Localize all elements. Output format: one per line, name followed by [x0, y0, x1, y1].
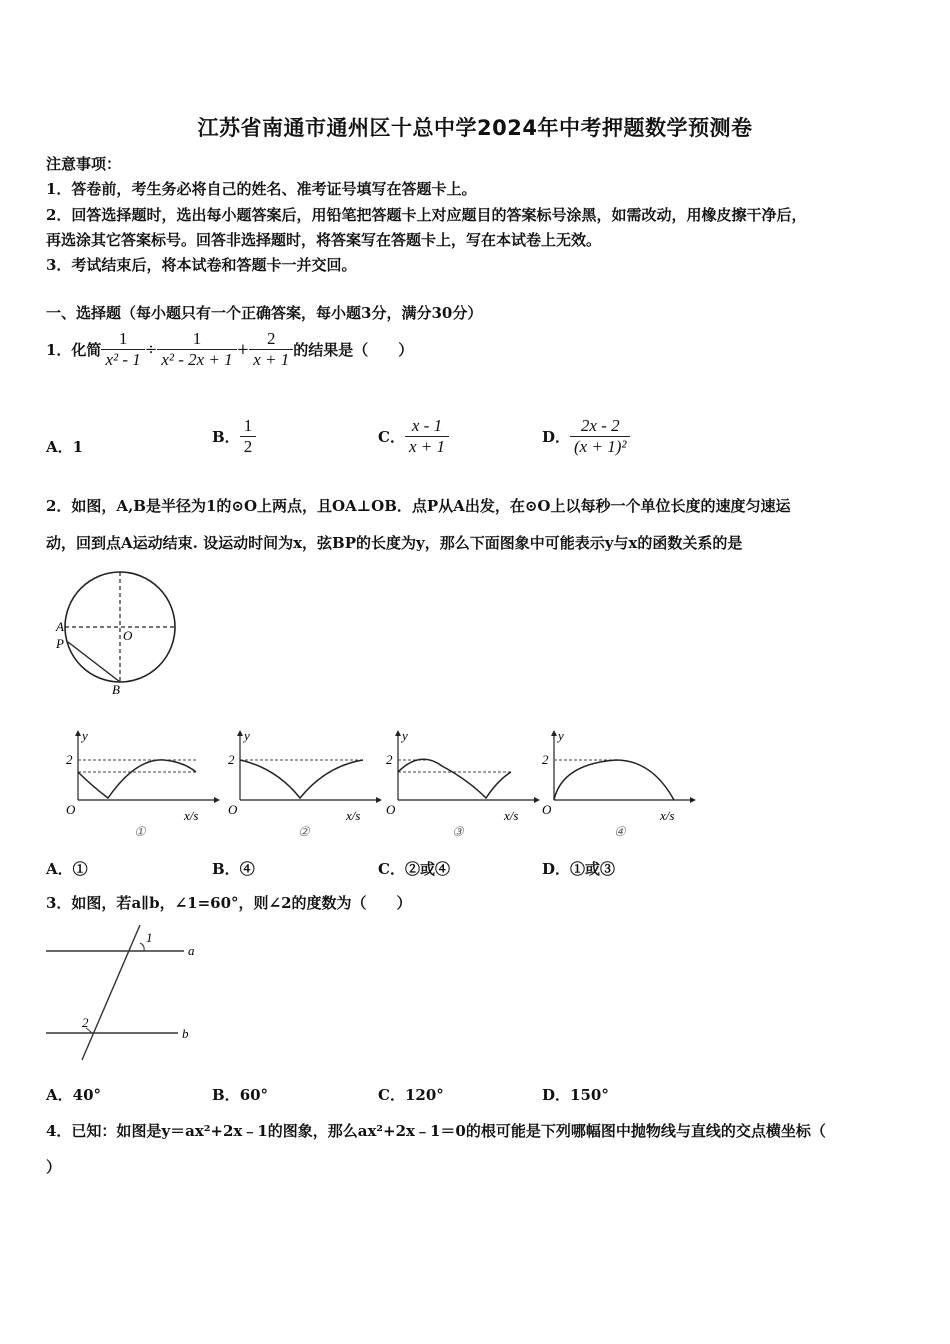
q4-line2: ） [46, 1158, 62, 1176]
q3-stem: 3．如图，若a∥b，∠1=60°，则∠2的度数为（ ） [46, 894, 412, 912]
fraction [101, 329, 144, 370]
svg-text:O: O [66, 802, 76, 817]
option-c[interactable]: C．120° [378, 1086, 444, 1104]
denominator: x + 1 [249, 349, 293, 370]
svg-text:x/s: x/s [346, 808, 361, 823]
option-b[interactable]: B．④ [212, 860, 255, 878]
section-heading: 一、选择题（每小题只有一个正确答案，每小题3分，满分30分） [46, 304, 483, 322]
label-p: P [56, 636, 64, 651]
question-1 [46, 326, 413, 372]
denominator: x² - 2x + 1 [157, 349, 236, 370]
svg-text:y: y [82, 728, 88, 743]
option-d[interactable]: D． $\frac{2x - 2}{\text{(x + 1)²}}$ [542, 412, 630, 460]
option-a[interactable]: A．40° [46, 1086, 102, 1104]
option-d[interactable]: D．①或③ [542, 860, 616, 878]
svg-text:O: O [542, 802, 552, 817]
graph-1 [66, 728, 220, 839]
svg-text:y: y [558, 728, 564, 743]
svg-text:x/s: x/s [504, 808, 519, 823]
q4-line1: 4．已知：如图是y＝ax²+2x﹣1的图象，那么ax²+2x﹣1＝0的根可能是下列哪幅图中抛物线与直线的交点横坐标（ [46, 1122, 826, 1140]
numerator: 2 [267, 328, 276, 348]
svg-text:2: 2 [228, 752, 235, 767]
parallel-lines-figure [46, 925, 206, 1065]
function-graphs [46, 728, 706, 843]
label-angle-1: 1 [146, 930, 153, 945]
svg-text:2: 2 [542, 752, 549, 767]
label-angle-2: 2 [82, 1015, 89, 1030]
option-b[interactable]: B．60° [212, 1086, 269, 1104]
svg-text:O: O [228, 802, 238, 817]
circle-figure [50, 570, 180, 700]
label-a: a [188, 943, 195, 958]
notice-heading: 注意事项： [46, 155, 122, 173]
svg-text:y: y [244, 728, 250, 743]
numerator: 1 [192, 328, 202, 348]
svg-text:④: ④ [614, 824, 626, 839]
graph-4 [542, 728, 696, 839]
q2-line1: 2．如图，A,B是半径为1的⊙O上两点，且OA⊥OB．点P从A出发，在⊙O上以每秒一个单位长度的速度匀速运 [46, 497, 791, 515]
svg-text:2: 2 [386, 752, 393, 767]
graph-2 [228, 728, 382, 839]
option-c[interactable]: C．②或④ [378, 860, 450, 878]
numerator: 1 [118, 328, 128, 348]
notice-item: 1．答卷前，考生务必将自己的姓名、准考证号填写在答题卡上。 [46, 180, 477, 198]
svg-text:③: ③ [452, 824, 464, 839]
svg-text:①: ① [134, 824, 146, 839]
q1-prefix: 1．化简 [46, 340, 102, 359]
option-d[interactable]: D．150° [542, 1086, 609, 1104]
q2-line2: 动，回到点A运动结束. 设运动时间为x，弦BP的长度为y，那么下面图象中可能表示y与x的函数关系的是 [46, 534, 743, 552]
svg-text:x/s: x/s [660, 808, 675, 823]
transversal [82, 925, 140, 1060]
svg-text:x/s: x/s [184, 808, 199, 823]
plus-sign: + [236, 340, 250, 358]
svg-text:O: O [386, 802, 396, 817]
option-a[interactable]: A．① [46, 860, 88, 878]
graphs-row [46, 728, 706, 847]
notice-item: 3．考试结束后，将本试卷和答题卡一并交回。 [46, 256, 357, 274]
svg-text:②: ② [298, 824, 310, 839]
q1-suffix: 的结果是（ ） [293, 340, 414, 359]
divide-sign: ÷ [144, 340, 158, 358]
page-title: 江苏省南通市通州区十总中学2024年中考押题数学预测卷 [197, 116, 753, 140]
fraction [157, 329, 236, 370]
svg-text:y: y [402, 728, 408, 743]
graph-3 [386, 728, 540, 839]
label-b: B [112, 682, 120, 697]
denominator: x² - 1 [101, 349, 144, 370]
option-c[interactable]: C． $\frac{x - 1}{x + 1}$ [378, 412, 449, 460]
svg-text:2: 2 [66, 752, 73, 767]
label-b: b [182, 1026, 189, 1041]
option-b[interactable]: B． $\frac{1}{2}$ [212, 412, 256, 460]
option-a[interactable]: A．1 [46, 438, 84, 456]
notice-item: 2．回答选择题时，选出每小题答案后，用铅笔把答题卡上对应题目的答案标号涂黑，如需改动，用橡皮擦干净后， [46, 206, 807, 224]
notice-item: 再选涂其它答案标号。回答非选择题时，将答案写在答题卡上，写在本试卷上无效。 [46, 231, 602, 249]
label-a: A [56, 619, 64, 634]
label-o: O [123, 628, 133, 643]
fraction [249, 329, 293, 370]
